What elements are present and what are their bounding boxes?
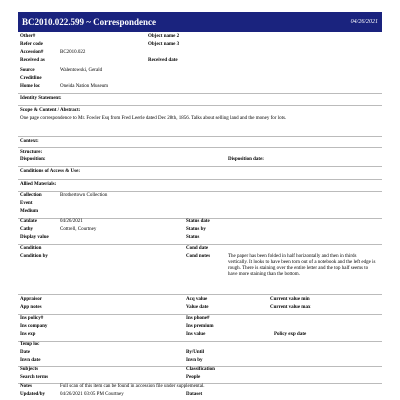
home-loc-label: Home loc [20,84,41,89]
ins-premium-label: Ins premium [186,324,214,329]
value-date-label: Value date [186,305,209,310]
medium-label: Medium [20,209,39,214]
status-by-label: Status by [186,227,206,232]
scope-label: Scope & Content / Abstract: [20,108,81,113]
invn-by-label: Invn by [186,358,203,363]
condition-label: Condition [20,246,42,251]
current-value-min-label: Current value min [270,297,310,302]
disposition-label: Disposition: [20,157,46,162]
display-value-label: Display value [20,235,49,240]
notes-value: Full scan of this item can be found in accession file under supplemental. [60,384,205,389]
record-header [18,12,382,32]
divider [18,136,382,137]
dataset-label: Dataset [186,392,203,397]
identity-label: Identity Statement: [20,96,62,101]
acq-value-label: Acq value [186,297,208,302]
divider [18,314,382,315]
classification-label: Classification [186,367,215,372]
people-label: People [186,375,201,380]
divider [18,179,382,180]
refer-code-label: Refer code [20,42,43,47]
structure-label: Structure: [20,150,43,155]
record-title: BC2010.022.599 ~ Correspondence [22,17,157,27]
ins-exp-label: Ins exp [20,332,36,337]
divider [18,105,382,106]
divider [18,93,382,94]
temp-loc-label: Temp loc [20,342,40,347]
conditions-label: Conditions of Access & Use: [20,169,80,174]
received-date-label: Received date [148,58,178,63]
source-label: Source [20,68,35,73]
catdate-value: 04/26/2021 [60,219,83,224]
divider [18,294,382,295]
object-name-3-label: Object name 3 [148,42,180,47]
other-label: Other# [20,34,36,39]
date-label: Date [20,350,30,355]
collection-label: Collection [20,193,42,198]
current-value-max-label: Current value max [270,305,311,310]
object-name-2-label: Object name 2 [148,34,180,39]
ins-phone-label: Ins phone# [186,316,210,321]
source-value: Walentowski, Gerald [60,68,103,73]
app-notes-label: App notes [20,305,42,310]
invn-date-label: Invn date [20,358,41,363]
creditline-label: Creditline [20,76,42,81]
collection-value: Brothertown Collection [60,193,108,198]
accession-label: Accession# [20,50,44,55]
divider [18,341,382,342]
scope-text: One page correspondence to Mr. Fowler Esq from Fred Leerle dated Dec 28th, 1856. Talks about selling land and the money for lots. [20,116,287,121]
by-until-label: By/Until [186,350,205,355]
ins-value-label: Ins value [186,332,206,337]
policy-exp-date-label: Policy exp date [274,332,307,337]
cathy-label: Cathy [20,227,34,232]
context-label: Context: [20,139,39,144]
event-label: Event [20,201,33,206]
cond-notes-text: The paper has been folded in half horizontally and then in thirds vertically. It looks to have been torn out of a notebook and the left edge is rough. There is staining over the entire letter and the top half seems to have more staining than the bottom. [228,254,376,277]
updated-by-value: 04/26/2021 03:05 PM Courtney [60,392,124,397]
status-date-label: Status date [186,219,210,224]
ins-company-label: Ins company [20,324,48,329]
divider [18,191,382,192]
ins-policy-label: Ins policy# [20,316,44,321]
status-label: Status [186,235,200,240]
disposition-date-label: Disposition date: [228,157,264,162]
notes-label: Notes [20,384,32,389]
divider [18,147,382,148]
home-loc-value: Oneida Nation Museum [60,84,109,89]
search-terms-label: Search terms [20,375,49,380]
cond-date-label: Cond date [186,246,209,251]
allied-label: Allied Materials: [20,182,57,187]
cond-notes-label: Cond notes [186,254,211,259]
updated-by-label: Updated/by [20,392,46,397]
subjects-label: Subjects [20,367,39,372]
condition-by-label: Condition by [20,254,48,259]
record-date: 04/26/2021 [350,19,378,25]
divider [18,244,382,245]
accession-value: BC2010.022 [60,50,86,55]
cathy-value: Cottrell, Courtney [60,227,97,232]
appraisor-label: Appraisor [20,297,42,302]
catdate-label: Catdate [20,219,37,224]
divider [18,166,382,167]
received-as-label: Received as [20,58,45,63]
